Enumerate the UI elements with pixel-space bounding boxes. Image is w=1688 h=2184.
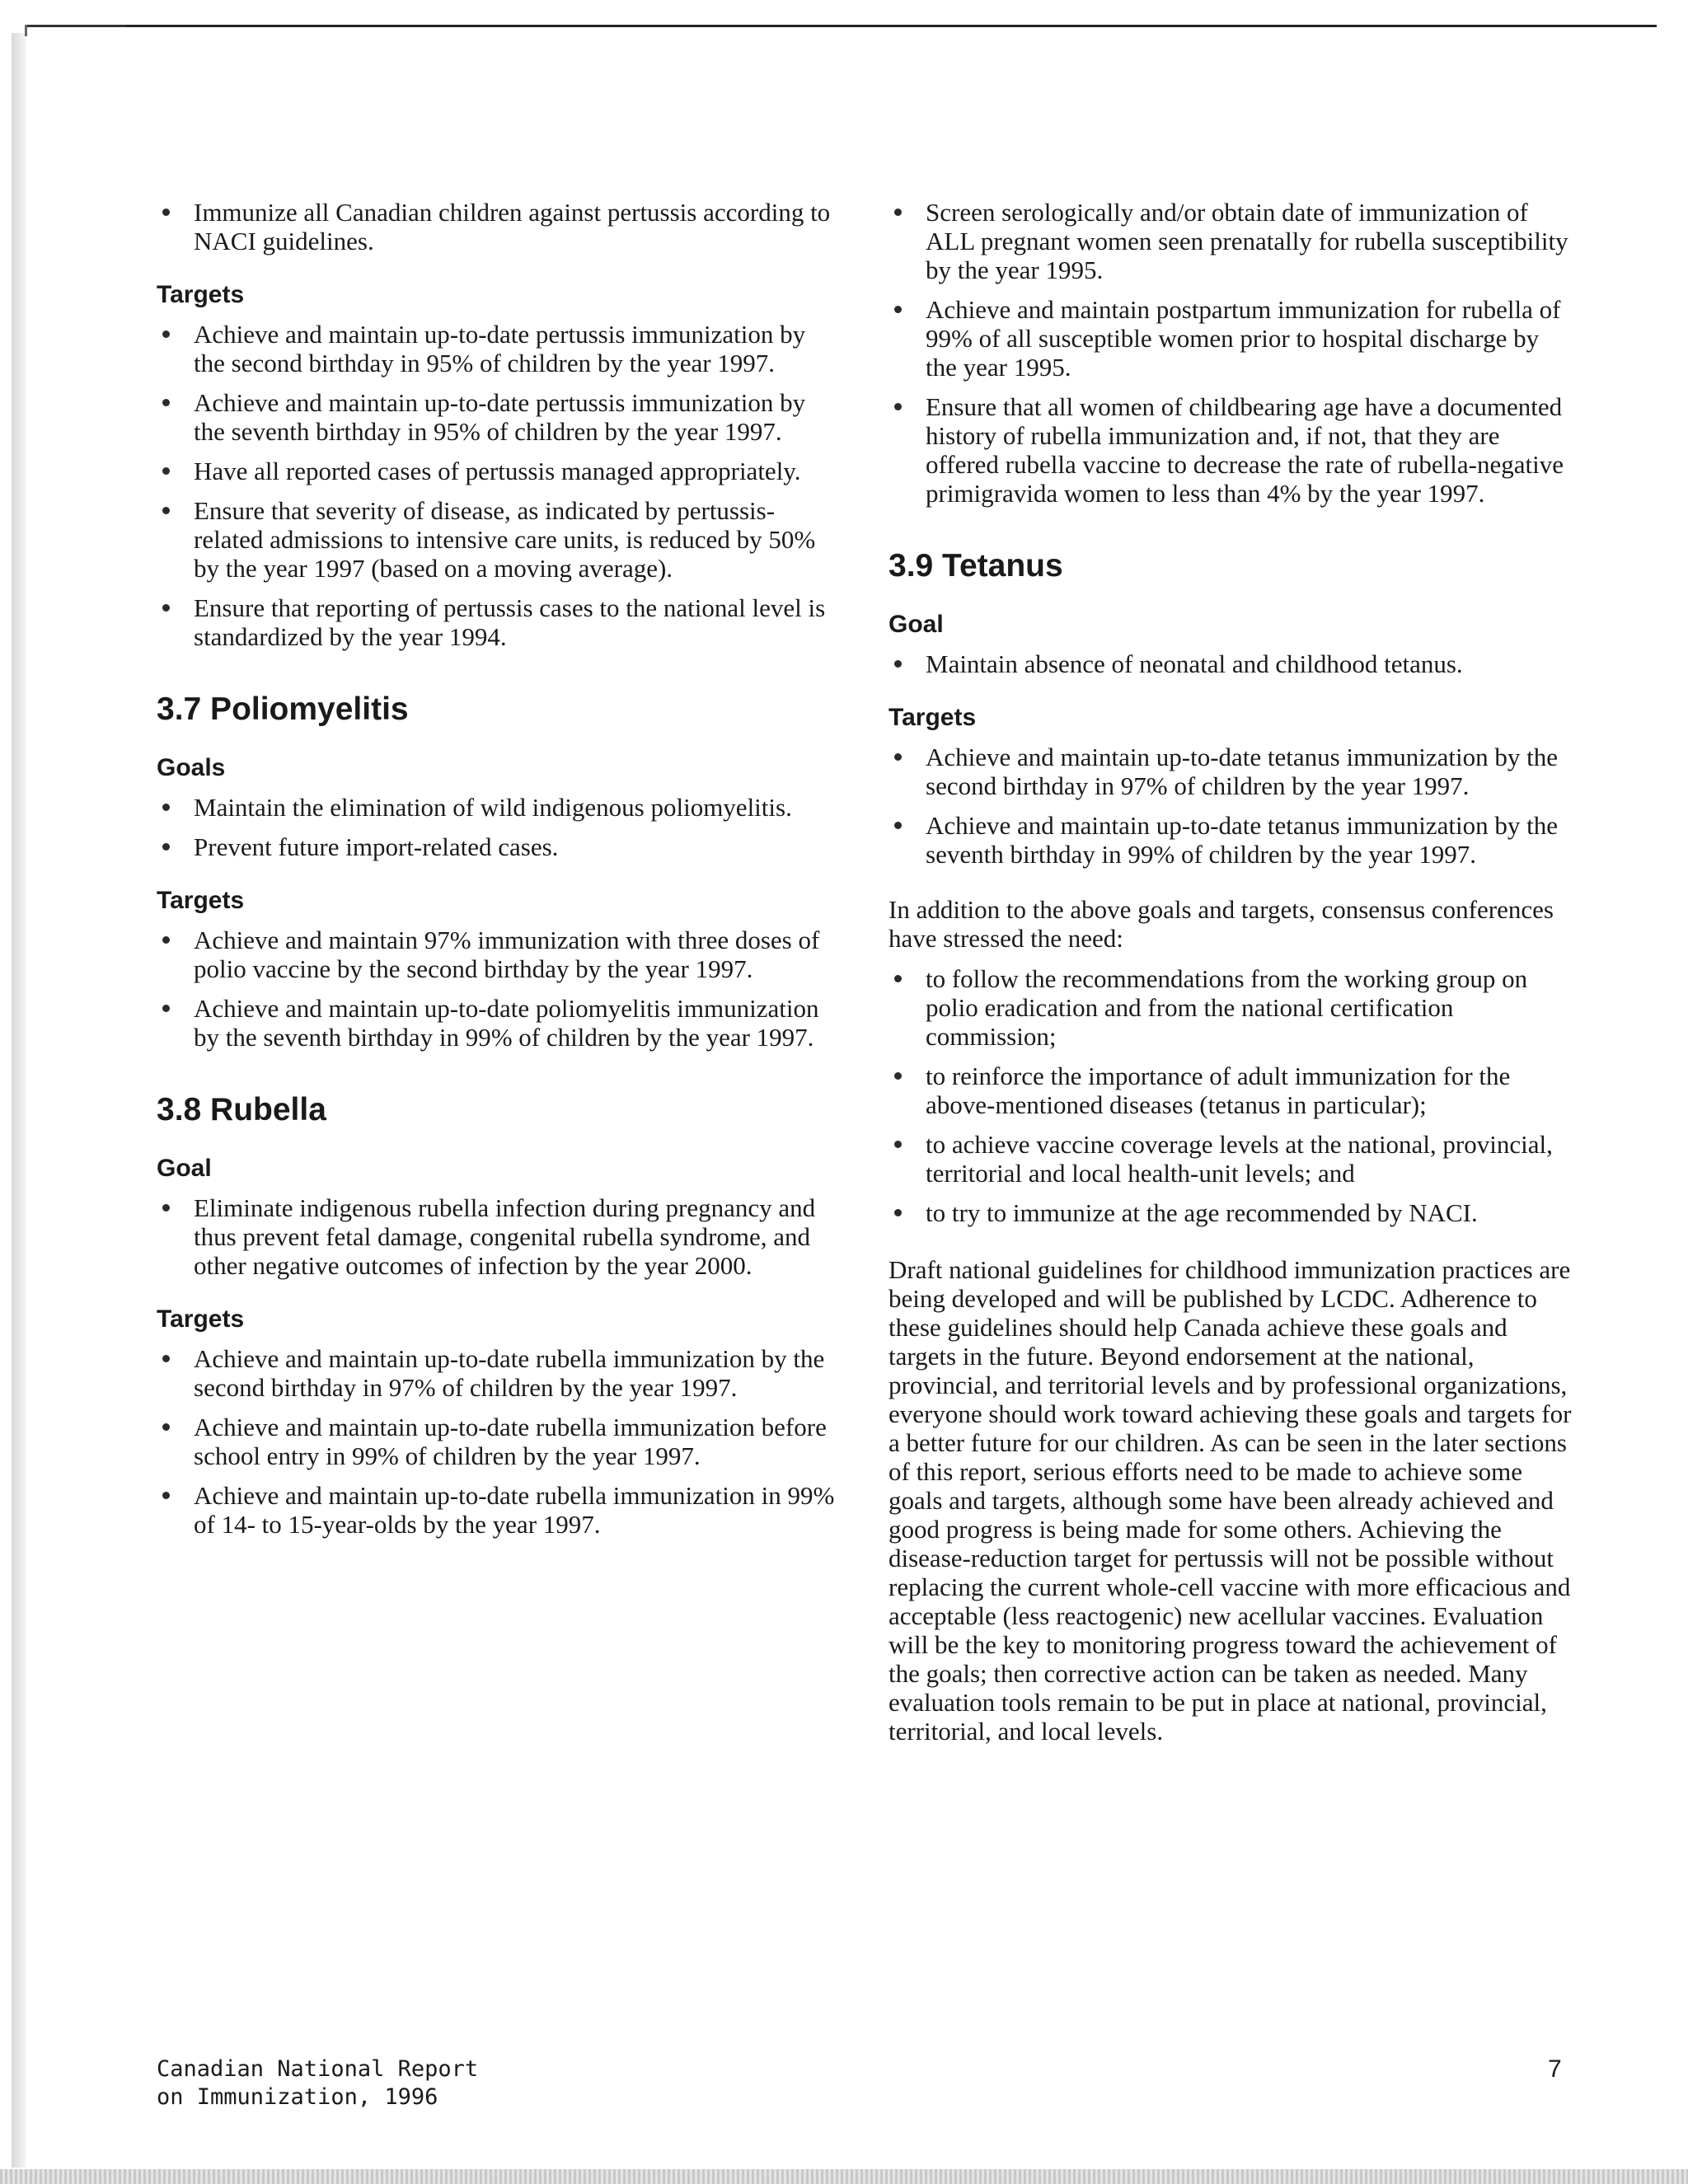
list-item (157, 926, 841, 983)
bullet-icon (162, 1423, 170, 1431)
top-rule (25, 25, 1657, 27)
list-item-text: Achieve and maintain up-to-date poliomyelitis immunization by the seventh birthday in 99% of children by the year 1997. (194, 994, 819, 1052)
list-item-text: Immunize all Canadian children against pertussis according to NACI guidelines. (194, 198, 831, 255)
list-item (157, 198, 841, 255)
list-item (157, 593, 841, 651)
list-item (157, 457, 841, 485)
list-item-text: Maintain the elimination of wild indigenous poliomyelitis. (194, 793, 792, 822)
bullet-icon (894, 660, 902, 668)
bullet-icon (162, 330, 170, 338)
list-item-text: Achieve and maintain postpartum immunization for rubella of 99% of all susceptible women prior to hospital discharge by the year 1995. (926, 295, 1561, 382)
list-item (157, 320, 841, 377)
list-item-text: to follow the recommendations from the working group on polio eradication and from the national certification commission; (926, 964, 1528, 1051)
list-item-text: to achieve vaccine coverage levels at the national, provincial, territorial and local health-unit levels; and (926, 1130, 1553, 1188)
list-item-text: Ensure that severity of disease, as indicated by pertussis-related admissions to intensive care units, is reduced by 50% by the year 1997 (based on a moving average). (194, 496, 816, 583)
list-item-text: to reinforce the importance of adult immunization for the above-mentioned diseases (tetanus in particular); (926, 1062, 1511, 1119)
bullet-icon (162, 1355, 170, 1362)
list-item (157, 793, 841, 822)
bullet-icon (894, 1209, 902, 1216)
list-item (157, 496, 841, 583)
bullet-icon (894, 975, 902, 982)
polio-targets-heading: Targets (157, 887, 245, 914)
list-item (157, 388, 841, 446)
tetanus-targets-heading: Targets (889, 704, 977, 731)
list-item (157, 832, 841, 861)
list-item (889, 649, 1573, 678)
bullet-icon (162, 399, 170, 406)
scan-left-edge (12, 33, 26, 2168)
footer-report-title-line1: Canadian National Report (157, 2056, 479, 2082)
scan-bottom-edge (0, 2169, 1688, 2184)
rubella-goal-heading: Goal (157, 1155, 212, 1182)
closing-paragraph: Draft national guidelines for childhood immunization practices are being developed and will be published by LCDC. Adherence to these guidelines should help Canada achieve these goals and targets in the future. Beyond endorsement at the national, provincial, and territorial levels and by professional organizations, everyone should work toward achieving these goals and targets for a better future for our children. As can be seen in the later sections of this report, serious efforts need to be made to achieve some goals and targets, although some have been already achieved and good progress is being made for some others. Achieving the disease-reduction target for pertussis will not be possible without replacing the current whole-cell vaccine with more efficacious and acceptable (less reactogenic) new acellular vaccines. Evaluation will be the key to monitoring progress toward the achievement of the goals; then corrective action can be taken as needed. Many evaluation tools remain to be put in place at national, provincial, territorial, and local levels. (889, 1255, 1572, 1746)
list-item-text: Achieve and maintain up-to-date pertussis immunization by the seventh birthday in 95% of children by the year 1997. (194, 388, 806, 446)
rubella-goals-list (157, 1193, 841, 1280)
pertussis-targets-list (157, 320, 841, 651)
pertussis-goal-list (157, 198, 841, 255)
bullet-icon (894, 403, 902, 410)
bullet-icon (162, 804, 170, 811)
section-title-tetanus: 3.9 Tetanus (889, 548, 1063, 583)
list-item (889, 743, 1573, 800)
tetanus-goal-heading: Goal (889, 611, 944, 638)
list-item (157, 994, 841, 1052)
bullet-icon (162, 604, 170, 612)
list-item (889, 198, 1573, 284)
list-item-text: Achieve and maintain 97% immunization with three doses of polio vaccine by the second birthday by the year 1997. (194, 926, 820, 983)
rubella-targets-continued-list (889, 198, 1573, 508)
bullet-icon (894, 822, 902, 829)
list-item (157, 1481, 841, 1539)
left-column (157, 198, 841, 1549)
bullet-icon (894, 753, 902, 761)
list-item-text: Achieve and maintain up-to-date tetanus immunization by the seventh birthday in 99% of children by the year 1997. (926, 811, 1559, 869)
bullet-icon (162, 936, 170, 944)
tetanus-targets-list (889, 743, 1573, 869)
pertussis-targets-heading: Targets (157, 281, 245, 308)
list-item (889, 295, 1573, 382)
section-title-poliomyelitis: 3.7 Poliomyelitis (157, 691, 409, 727)
top-rule-corner (25, 25, 126, 36)
bullet-icon (162, 843, 170, 851)
rubella-targets-heading: Targets (157, 1305, 245, 1333)
polio-goals-heading: Goals (157, 754, 226, 781)
list-item-text: Maintain absence of neonatal and childhood tetanus. (926, 649, 1463, 678)
bullet-icon (162, 1204, 170, 1212)
list-item (889, 392, 1573, 508)
page-number: 7 (1548, 2055, 1562, 2083)
consensus-intro-paragraph: In addition to the above goals and targets, consensus conferences have stressed the need: (889, 895, 1554, 953)
list-item (889, 964, 1573, 1051)
right-column (889, 198, 1573, 1757)
list-item-text: Achieve and maintain up-to-date pertussis immunization by the second birthday in 95% of children by the year 1997. (194, 320, 806, 377)
list-item-text: Achieve and maintain up-to-date rubella immunization by the second birthday in 97% of children by the year 1997. (194, 1344, 825, 1402)
list-item-text: Achieve and maintain up-to-date rubella immunization in 99% of 14- to 15-year-olds by the year 1997. (194, 1481, 835, 1539)
list-item (889, 1062, 1573, 1119)
bullet-icon (894, 1141, 902, 1148)
list-item-text: Screen serologically and/or obtain date of immunization of ALL pregnant women seen prenatally for rubella susceptibility by the year 1995. (926, 198, 1568, 284)
report-footer (157, 2055, 478, 2111)
list-item-text: Eliminate indigenous rubella infection during pregnancy and thus prevent fetal damage, congenital rubella syndrome, and other negative outcomes of infection by the year 2000. (194, 1193, 816, 1280)
list-item-text: Prevent future import-related cases. (194, 832, 559, 861)
bullet-icon (162, 507, 170, 514)
polio-goals-list (157, 793, 841, 861)
list-item (157, 1193, 841, 1280)
bullet-icon (162, 209, 170, 216)
list-item (157, 1413, 841, 1470)
footer-report-title-line2: on Immunization, 1996 (157, 2084, 438, 2110)
tetanus-goals-list (889, 649, 1573, 678)
polio-targets-list (157, 926, 841, 1052)
bullet-icon (894, 306, 902, 313)
bullet-icon (162, 1492, 170, 1499)
bullet-icon (894, 1072, 902, 1080)
list-item (157, 1344, 841, 1402)
list-item-text: Have all reported cases of pertussis managed appropriately. (194, 457, 801, 485)
list-item-text: Achieve and maintain up-to-date rubella immunization before school entry in 99% of children by the year 1997. (194, 1413, 827, 1470)
list-item (889, 811, 1573, 869)
bullet-icon (894, 209, 902, 216)
bullet-icon (162, 1005, 170, 1012)
section-title-rubella: 3.8 Rubella (157, 1092, 326, 1127)
list-item-text: Achieve and maintain up-to-date tetanus immunization by the second birthday in 97% of children by the year 1997. (926, 743, 1559, 800)
list-item (889, 1198, 1573, 1227)
list-item-text: Ensure that reporting of pertussis cases to the national level is standardized by the year 1994. (194, 593, 826, 651)
rubella-targets-list (157, 1344, 841, 1539)
bullet-icon (162, 467, 170, 475)
consensus-needs-list (889, 964, 1573, 1227)
list-item (889, 1130, 1573, 1188)
list-item-text: Ensure that all women of childbearing age have a documented history of rubella immunization and, if not, that they are offered rubella vaccine to decrease the rate of rubella-negative primigravida women to less than 4% by the year 1997. (926, 392, 1564, 508)
list-item-text: to try to immunize at the age recommended by NACI. (926, 1198, 1478, 1227)
